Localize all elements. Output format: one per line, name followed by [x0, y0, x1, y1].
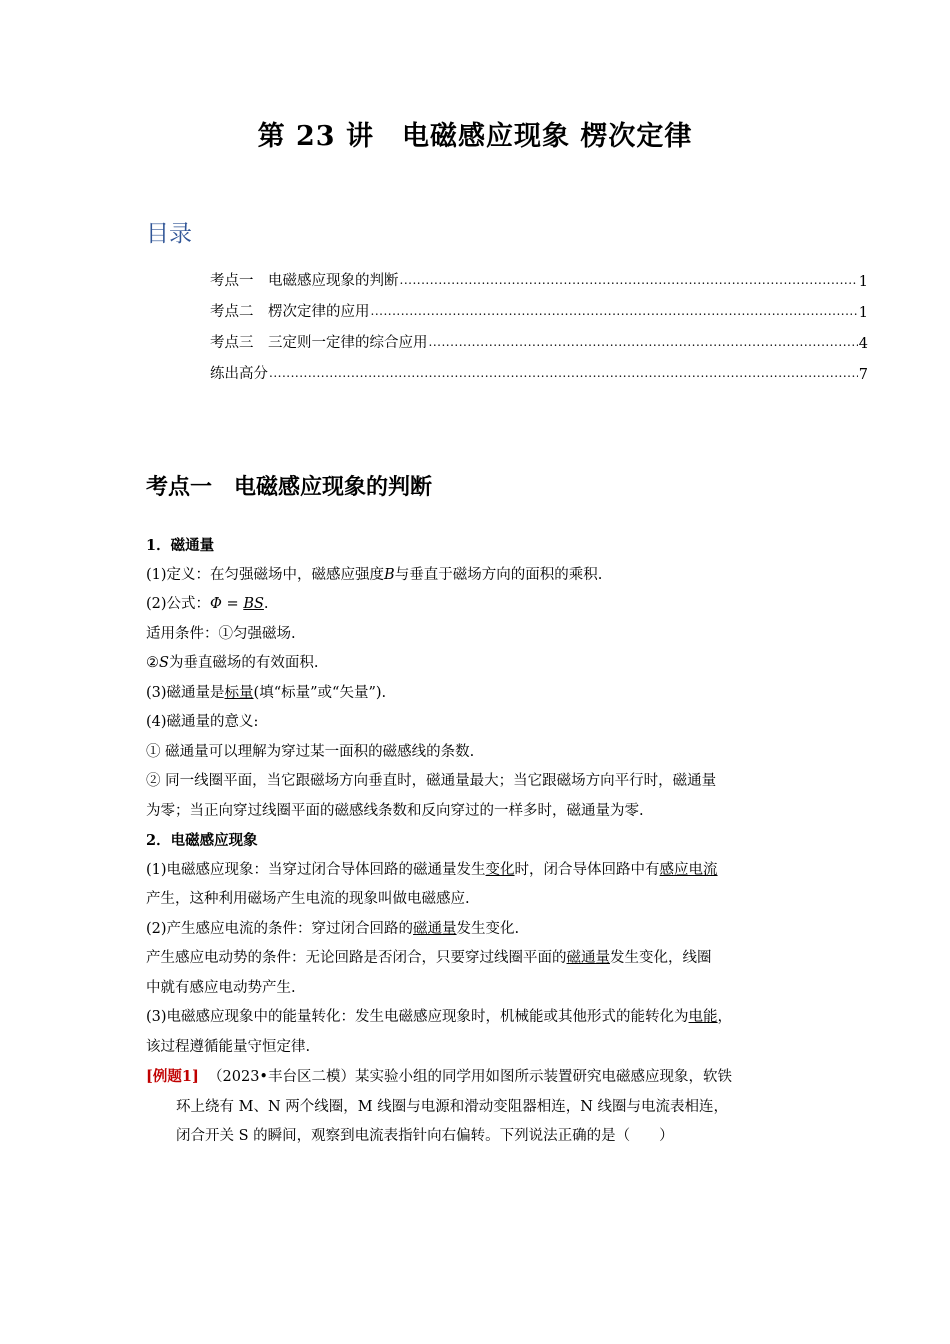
text: (填“标量”或“矢量”).: [253, 684, 387, 701]
toc-leader-dots: [371, 301, 858, 321]
text: (3)磁通量是: [146, 684, 225, 701]
paragraph-meaning-2a: ② 同一线圈平面，当它跟磁场方向垂直时，磁通量最大；当它跟磁场方向平行时，磁通量: [146, 773, 717, 789]
example-question: [146, 1062, 818, 1152]
text: 为垂直磁场的有效面积.: [168, 655, 319, 671]
paragraph-formula: [146, 590, 818, 620]
toc-leader-dots: [429, 332, 858, 352]
text: ②: [146, 655, 159, 671]
table-of-contents: [210, 259, 868, 383]
paragraph-energy: [146, 1003, 818, 1033]
text: ，: [717, 1009, 733, 1025]
underlined-answer: 标量: [224, 684, 254, 701]
underlined-answer: 磁通量: [413, 920, 457, 937]
variable: S: [159, 655, 169, 671]
text: 发生变化，线圈: [610, 950, 712, 966]
toc-entry-4[interactable]: [210, 352, 868, 383]
toc-entry-label: 考点一 电磁感应现象的判断: [210, 273, 399, 289]
paragraph-area: [146, 649, 818, 679]
paragraph-meaning-2b: 为零；当正向穿过线圈平面的磁感线条数和反向穿过的一样多时，磁通量为零.: [146, 802, 644, 819]
subsection-title: 1．磁通量: [146, 537, 215, 554]
subsection-title: 2．电磁感应现象: [146, 832, 258, 849]
paragraph-condition: 适用条件：①匀强磁场.: [146, 625, 296, 642]
paragraph-emf-condition-cont: 中就有感应电动势产生.: [146, 979, 296, 996]
paragraph-meaning-1: ① 磁通量可以理解为穿过某一面积的磁感线的条数.: [146, 743, 475, 760]
toc-entry-page: 1: [858, 305, 868, 321]
text: 时，闭合导体回路中有: [514, 861, 660, 878]
toc-leader-dots: [269, 363, 858, 383]
paragraph-em-induction: [146, 856, 818, 886]
example-line-2: 环上绕有 M、N 两个线圈，M 线圈与电源和滑动变阻器相连，N 线圈与电流表相连，: [176, 1098, 729, 1115]
text: (1)定义：在匀强磁场中，磁感应强度: [146, 566, 385, 583]
toc-entry-page: 1: [858, 274, 868, 290]
section-body: [146, 531, 818, 1152]
text: .: [263, 596, 269, 612]
text: 发生变化.: [456, 920, 520, 937]
variable: B: [384, 566, 395, 583]
toc-heading: 目录: [146, 221, 192, 247]
toc-entry-3[interactable]: [210, 321, 868, 352]
variable: Φ: [210, 596, 222, 612]
underlined-answer: BS: [243, 596, 264, 612]
paragraph-current-condition: [146, 915, 818, 945]
paragraph-definition: [146, 561, 818, 591]
toc-entry-label: 考点二 楞次定律的应用: [210, 304, 370, 320]
toc-entry-label: 练出高分: [210, 366, 268, 382]
toc-entry-label: 考点三 三定则一定律的综合应用: [210, 335, 428, 351]
toc-entry-page: 7: [858, 367, 868, 383]
paragraph-scalar: [146, 679, 818, 709]
text: 产生感应电动势的条件：无论回路是否闭合，只要穿过线圈平面的: [146, 950, 567, 966]
toc-entry-1[interactable]: [210, 259, 868, 290]
text: (2)产生感应电流的条件：穿过闭合回路的: [146, 920, 414, 937]
section-heading: 考点一 电磁感应现象的判断: [146, 474, 433, 500]
underlined-answer: 感应电流: [659, 861, 718, 878]
text: (1)电磁感应现象：当穿过闭合导体回路的磁通量发生: [146, 861, 486, 878]
page-title: 第 23 讲 电磁感应现象 楞次定律: [257, 121, 693, 152]
example-tag: [例题1]: [146, 1068, 199, 1085]
text: (3)电磁感应现象中的能量转化：发生电磁感应现象时，机械能或其他形式的能转化为: [146, 1009, 689, 1025]
text: (2)公式：: [146, 596, 211, 612]
text: 与垂直于磁场方向的面积的乘积.: [394, 566, 603, 583]
underlined-answer: 电能: [688, 1009, 718, 1025]
text: （2023•丰台区二模）某实验小组的同学用如图所示装置研究电磁感应现象，软铁: [208, 1069, 732, 1085]
paragraph-energy-cont: 该过程遵循能量守恒定律.: [146, 1038, 311, 1055]
example-line-3: 闭合开关 S 的瞬间，观察到电流表指针向右偏转。下列说法正确的是（ ）: [176, 1128, 674, 1144]
example-line-1: [146, 1062, 818, 1093]
toc-leader-dots: [400, 270, 858, 290]
paragraph-emf-condition: [146, 944, 818, 974]
paragraph-meaning: (4)磁通量的意义:: [146, 714, 259, 730]
paragraph-em-induction-cont: 产生，这种利用磁场产生电流的现象叫做电磁感应.: [146, 891, 470, 907]
underlined-answer: 变化: [485, 861, 515, 878]
underlined-answer: 磁通量: [566, 950, 610, 966]
toc-entry-page: 4: [858, 336, 868, 352]
toc-entry-2[interactable]: [210, 290, 868, 321]
text: =: [221, 596, 244, 612]
